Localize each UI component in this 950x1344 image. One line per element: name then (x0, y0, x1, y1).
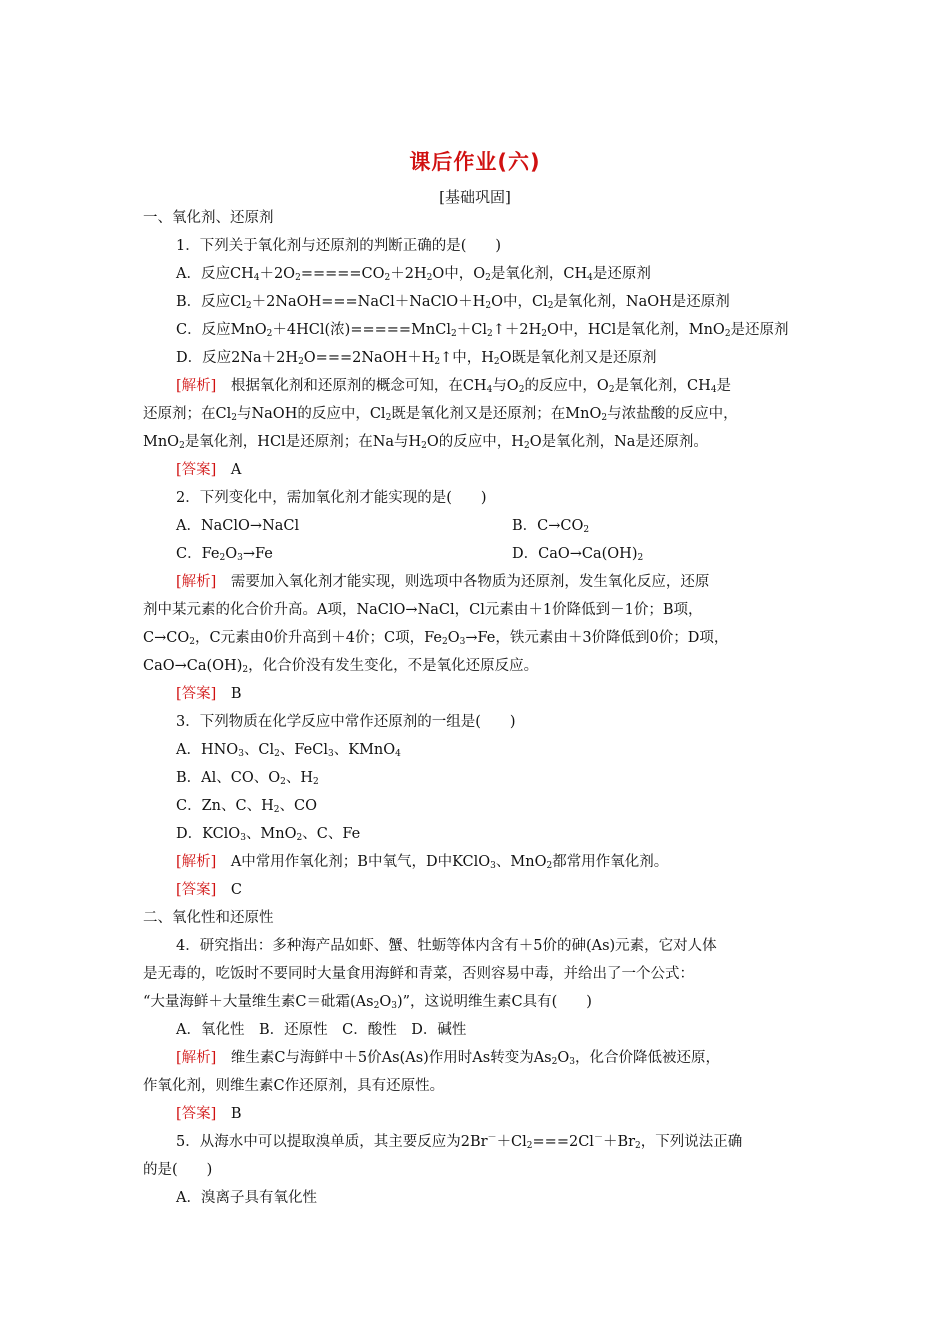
question-2-analysis: [解析] 需要加入氧化剂才能实现，则选项中各物质为还原剂，发生氧化反应，还原 (176, 574, 710, 590)
section-heading: 二、氧化性和还原性 (143, 910, 274, 926)
question-4-analysis: [解析] 维生素C与海鲜中＋5价As(As)作用时As转变为$As_2O_3$，化合价降低被还原， (176, 1050, 720, 1067)
question-3-answer: [答案] C (176, 882, 242, 898)
question-3-option-d: D．KClO$_3$、MnO$_2$、C、Fe (176, 826, 361, 843)
question-2-stem: 2．下列变化中，需加氧化剂才能实现的是( ) (176, 490, 487, 506)
question-4-stem: 4．研究指出：多种海产品如虾、蟹、牡蛎等体内含有＋5价的砷(As)元素，它对人体 (176, 938, 717, 954)
question-1-option-c: C．反应MnO$_2$＋4HCl(浓)$=====MnCl_2+Cl_2↑+2H_2O$中，HCl是氧化剂，MnO$_2$是还原剂 (176, 322, 789, 339)
question-5-stem: 5．从海水中可以提取溴单质，其主要反应为$2Br^-+Cl_2===2Cl^-+Br_2$，下列说法正确 (176, 1133, 743, 1151)
question-1-stem: 1．下列关于氧化剂与还原剂的判断正确的是( ) (176, 238, 502, 254)
question-4-answer: [答案] B (176, 1106, 242, 1122)
question-1-analysis: [解析] 根据氧化剂和还原剂的概念可知，在$CH_4$与$O_2$的反应中，$O_2$是氧化剂，$CH_4$是 (176, 378, 732, 395)
question-2-answer: [答案] B (176, 686, 242, 702)
question-3-option-a: A．$HNO_3$、$Cl_2$、FeCl$_3$、KMnO$_4$ (176, 742, 401, 759)
section-subtitle: [基础巩固] (439, 188, 511, 206)
question-1-option-a: A．反应$CH_4+2O_2=====CO_2+2H_2O$中，$O_2$是氧化剂，$CH_4$是还原剂 (176, 266, 651, 283)
question-1-option-b: B．反应$Cl_2+2NaOH===NaCl+NaClO+H_2O$中，$Cl_2$是氧化剂，NaOH是还原剂 (176, 294, 730, 311)
page-title: 课后作业(六) (409, 150, 541, 174)
question-3-stem: 3．下列物质在化学反应中常作还原剂的一组是( ) (176, 714, 516, 730)
question-1-option-d: D．反应$2Na+2H_2O===2NaOH+H_2↑$中，$H_2O$既是氧化剂又是还原剂 (176, 350, 657, 367)
question-3-option-c: C．Zn、C、$H_2$、CO (176, 798, 317, 815)
question-3-option-b: B．Al、CO、$O_2$、$H_2$ (176, 770, 319, 787)
question-4-options: A．氧化性 B．还原性 C．酸性 D．碱性 (176, 1022, 467, 1038)
question-1-answer: [答案] A (176, 462, 242, 478)
question-3-analysis: [解析] A中常用作氧化剂；B中氧气，D中KClO$_3$、MnO$_2$都常用作氧化剂。 (176, 854, 669, 871)
question-2-option-b: B．$C\to CO_2$ (512, 518, 590, 535)
document-page: 课后作业(六) [基础巩固] 一、氧化剂、还原剂 1．下列关于氧化剂与还原剂的判断正确的是( ) A．反应$CH_4+2O_2=====CO_2+2H_2O$中，$O_2$是氧化剂，$CH_4$是还原剂 B．反应$Cl_2+2NaOH===NaCl+NaClO+H_2O$中，$Cl_2$是氧化剂，NaOH是还原剂 C．反应MnO$_2$＋4HCl(浓)$=====MnCl_2+Cl_2↑+2H_2O$中，HCl是氧化剂，MnO$_2$是还原剂 D．反应$2Na+2H_2O===2NaOH+H_2↑$中，$H_2O$既是氧化剂又是还原剂 [解析] 根据氧化剂和还原剂的概念可知，在$CH_4$与$O_2$的反应中，$O_2$是氧化剂，$CH_4$是 还原剂；在$Cl_2$与NaOH的反应中，$Cl_2$既是氧化剂又是还原剂；在MnO$_2$与浓盐酸的反应中， MnO$_2$是氧化剂，HCl是还原剂；在Na与$H_2O$的反应中，$H_2O$是氧化剂，Na是还原剂。 [答案] A 2．下列变化中，需加氧化剂才能实现的是( ) A．NaClO→NaCl B．$C\to CO_2$ C．$Fe_2O_3\to Fe$ D．$CaO\to Ca(OH)_2$ [解析] 需要加入氧化剂才能实现，则选项中各物质为还原剂，发生氧化反应，还原 剂中某元素的化合价升高。A项，NaClO→NaCl，Cl元素由＋1价降低到－1价；B项， $C\to CO_2$，C元素由0价升高到＋4价；C项，$Fe_2O_3\to Fe$，铁元素由＋3价降低到0价；D项， $CaO\to Ca(OH)_2$，化合价没有发生变化，不是氧化还原反应。 [答案] B 3．下列物质在化学反应中常作还原剂的一组是( ) A．$HNO_3$、$Cl_2$、FeCl$_3$、KMnO$_4$ B．Al、CO、$O_2$、$H_2$ C．Zn、C、$H_2$、CO D．KClO$_3$、MnO$_2$、C、Fe [解析] A中常用作氧化剂；B中氧气，D中KClO$_3$、MnO$_2$都常用作氧化剂。 [答案] C 二、氧化性和还原性 4．研究指出：多种海产品如虾、蟹、牡蛎等体内含有＋5价的砷(As)元素，它对人体 是无毒的，吃饭时不要同时大量食用海鲜和青菜，否则容易中毒，并给出了一个公式： “大量海鲜＋大量维生素C＝砒霜$(As_2O_3)$”，这说明维生素C具有( ) A．氧化性 B．还原性 C．酸性 D．碱性 [解析] 维生素C与海鲜中＋5价As(As)作用时As转变为$As_2O_3$，化合价降低被还原， 作氧化剂，则维生素C作还原剂，具有还原性。 [答案] B 5．从海水中可以提取溴单质，其主要反应为$2Br^-+Cl_2===2Cl^-+Br_2$，下列说法正确 的是( ) A．溴离子具有氧化性 (0, 0, 950, 1344)
question-2-option-a: A．NaClO→NaCl (176, 518, 300, 534)
section-heading: 一、氧化剂、还原剂 (143, 210, 274, 226)
question-5-option-a: A．溴离子具有氧化性 (176, 1190, 317, 1206)
question-2-option-c: C．$Fe_2O_3\to Fe$ (176, 546, 273, 563)
question-2-option-d: D．$CaO\to Ca(OH)_2$ (512, 546, 644, 563)
